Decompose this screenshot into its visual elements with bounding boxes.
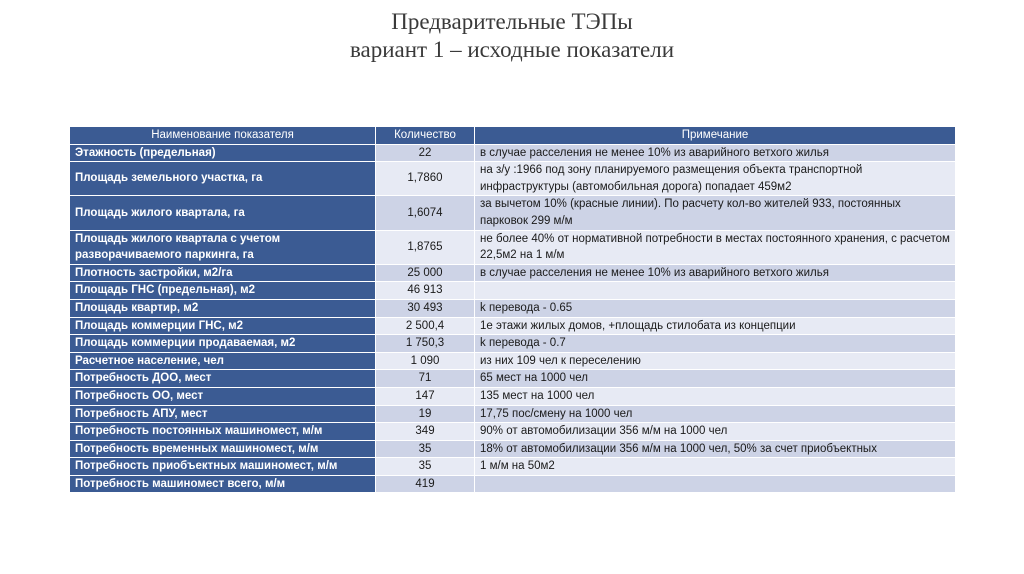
row-quantity: 1 090 [376, 352, 475, 370]
row-quantity: 419 [376, 475, 475, 493]
slide-title-line-1: Предварительные ТЭПы [391, 9, 633, 34]
row-quantity: 147 [376, 387, 475, 405]
row-name: Площадь жилого квартала, га [70, 196, 376, 230]
row-note: в случае расселения не менее 10% из аварийного ветхого жилья [475, 144, 956, 162]
row-name: Потребность АПУ, мест [70, 405, 376, 423]
table-row [70, 299, 956, 317]
row-note: на з/у :1966 под зону планируемого размещения объекта транспортной инфраструктуры (автомобильная дорога) попадает 459м2 [475, 162, 956, 196]
table-row [70, 405, 956, 423]
header-note: Примечание [475, 127, 956, 145]
header-indicator-name: Наименование показателя [70, 127, 376, 145]
row-note: 1е этажи жилых домов, +площадь стилобата из концепции [475, 317, 956, 335]
row-name: Потребность приобъектных машиномест, м/м [70, 458, 376, 476]
row-quantity: 46 913 [376, 282, 475, 300]
row-note: 18% от автомобилизации 356 м/м на 1000 чел, 50% за счет приобъектных [475, 440, 956, 458]
row-name: Расчетное население, чел [70, 352, 376, 370]
row-name: Потребность временных машиномест, м/м [70, 440, 376, 458]
row-quantity: 35 [376, 440, 475, 458]
table-row [70, 144, 956, 162]
row-quantity: 35 [376, 458, 475, 476]
row-name: Плотность застройки, м2/га [70, 264, 376, 282]
table-row [70, 458, 956, 476]
row-note [475, 282, 956, 300]
table-row [70, 264, 956, 282]
row-name: Потребность машиномест всего, м/м [70, 475, 376, 493]
row-quantity: 1,7860 [376, 162, 475, 196]
row-note [475, 475, 956, 493]
row-name: Потребность постоянных машиномест, м/м [70, 423, 376, 441]
row-name: Площадь ГНС (предельная), м2 [70, 282, 376, 300]
row-name: Площадь квартир, м2 [70, 299, 376, 317]
row-name: Площадь коммерции продаваемая, м2 [70, 335, 376, 353]
table-header-row [70, 127, 956, 145]
table-row [70, 370, 956, 388]
row-quantity: 30 493 [376, 299, 475, 317]
row-note: 17,75 пос/смену на 1000 чел [475, 405, 956, 423]
row-quantity: 1 750,3 [376, 335, 475, 353]
row-quantity: 19 [376, 405, 475, 423]
table-row [70, 440, 956, 458]
slide-title [0, 8, 1024, 64]
row-note: 1 м/м на 50м2 [475, 458, 956, 476]
row-name: Потребность ДОО, мест [70, 370, 376, 388]
row-name: Площадь земельного участка, га [70, 162, 376, 196]
table-row [70, 335, 956, 353]
row-quantity: 1,6074 [376, 196, 475, 230]
row-quantity: 1,8765 [376, 230, 475, 264]
slide-title-line-2: вариант 1 – исходные показатели [349, 37, 675, 62]
table-row [70, 230, 956, 264]
table-row [70, 282, 956, 300]
table-row [70, 475, 956, 493]
row-name: Этажность (предельная) [70, 144, 376, 162]
table-row [70, 423, 956, 441]
table-row [70, 196, 956, 230]
table-row [70, 387, 956, 405]
row-quantity: 71 [376, 370, 475, 388]
table-row [70, 352, 956, 370]
row-note: 90% от автомобилизации 356 м/м на 1000 чел [475, 423, 956, 441]
row-quantity: 349 [376, 423, 475, 441]
row-name: Потребность ОО, мест [70, 387, 376, 405]
row-quantity: 25 000 [376, 264, 475, 282]
row-quantity: 22 [376, 144, 475, 162]
row-note: за вычетом 10% (красные линии). По расчету кол-во жителей 933, постоянных парковок 299 м/м [475, 196, 956, 230]
row-name: Площадь жилого квартала с учетом разворачиваемого паркинга, га [70, 230, 376, 264]
row-name: Площадь коммерции ГНС, м2 [70, 317, 376, 335]
row-note: в случае расселения не менее 10% из аварийного ветхого жилья [475, 264, 956, 282]
row-quantity: 2 500,4 [376, 317, 475, 335]
table-row [70, 162, 956, 196]
tep-table [69, 126, 956, 493]
row-note: не более 40% от нормативной потребности в местах постоянного хранения, с расчетом 22,5м2 на 1 м/м [475, 230, 956, 264]
row-note: 65 мест на 1000 чел [475, 370, 956, 388]
row-note: k перевода - 0.65 [475, 299, 956, 317]
row-note: из них 109 чел к переселению [475, 352, 956, 370]
header-quantity: Количество [376, 127, 475, 145]
row-note: k перевода - 0.7 [475, 335, 956, 353]
row-note: 135 мест на 1000 чел [475, 387, 956, 405]
table-row [70, 317, 956, 335]
